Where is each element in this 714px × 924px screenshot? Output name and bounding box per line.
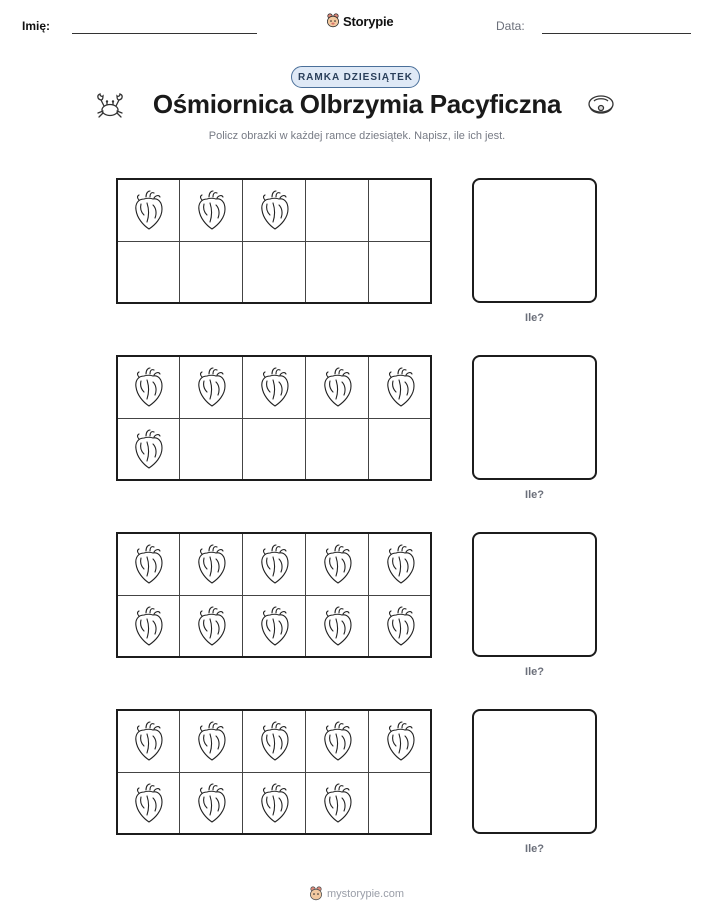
anatomical-heart-icon xyxy=(321,605,355,647)
ten-frame xyxy=(116,355,432,481)
brand-name: Storypie xyxy=(343,13,394,29)
anatomical-heart-icon xyxy=(132,543,166,585)
anatomical-heart-icon xyxy=(258,189,292,231)
answer-prompt: Ile? xyxy=(525,312,544,324)
footer xyxy=(309,886,404,902)
shell-icon xyxy=(586,91,616,121)
anatomical-heart-icon xyxy=(132,605,166,647)
anatomical-heart-icon xyxy=(384,605,418,647)
answer-prompt: Ile? xyxy=(525,666,544,678)
anatomical-heart-icon xyxy=(321,543,355,585)
answer-box[interactable] xyxy=(472,532,597,657)
storypie-mascot-icon xyxy=(326,13,340,29)
anatomical-heart-icon xyxy=(258,720,292,762)
anatomical-heart-icon xyxy=(321,366,355,408)
name-field[interactable] xyxy=(72,33,257,34)
page-title: Ośmiornica Olbrzymia Pacyficzna xyxy=(152,89,562,119)
anatomical-heart-icon xyxy=(195,605,229,647)
frame-divider xyxy=(118,241,430,242)
instructions: Policz obrazki w każdej ramce dziesiątek. Napisz, ile ich jest. xyxy=(208,130,506,142)
anatomical-heart-icon xyxy=(195,782,229,824)
anatomical-heart-icon xyxy=(195,189,229,231)
answer-box[interactable] xyxy=(472,355,597,480)
answer-prompt: Ile? xyxy=(525,489,544,501)
anatomical-heart-icon xyxy=(132,782,166,824)
answer-box[interactable] xyxy=(472,178,597,303)
frame-divider xyxy=(118,772,430,773)
ten-frame xyxy=(116,178,432,304)
ten-frame xyxy=(116,709,432,835)
footer-site: mystorypie.com xyxy=(327,888,405,900)
ten-frame xyxy=(116,532,432,658)
brand-logo xyxy=(326,13,393,29)
date-field[interactable] xyxy=(542,33,691,34)
anatomical-heart-icon xyxy=(321,782,355,824)
date-label: Data: xyxy=(496,19,525,33)
anatomical-heart-icon xyxy=(384,720,418,762)
worksheet-type-badge: RAMKA DZIESIĄTEK xyxy=(291,66,420,88)
frame-divider xyxy=(118,418,430,419)
anatomical-heart-icon xyxy=(384,543,418,585)
anatomical-heart-icon xyxy=(132,720,166,762)
anatomical-heart-icon xyxy=(258,366,292,408)
answer-box[interactable] xyxy=(472,709,597,834)
anatomical-heart-icon xyxy=(195,366,229,408)
anatomical-heart-icon xyxy=(258,543,292,585)
answer-prompt: Ile? xyxy=(525,843,544,855)
anatomical-heart-icon xyxy=(132,189,166,231)
storypie-mascot-icon xyxy=(309,886,323,902)
anatomical-heart-icon xyxy=(258,782,292,824)
anatomical-heart-icon xyxy=(132,428,166,470)
anatomical-heart-icon xyxy=(321,720,355,762)
anatomical-heart-icon xyxy=(195,543,229,585)
anatomical-heart-icon xyxy=(258,605,292,647)
anatomical-heart-icon xyxy=(384,366,418,408)
anatomical-heart-icon xyxy=(132,366,166,408)
frame-divider xyxy=(118,595,430,596)
anatomical-heart-icon xyxy=(195,720,229,762)
name-label: Imię: xyxy=(22,19,51,33)
